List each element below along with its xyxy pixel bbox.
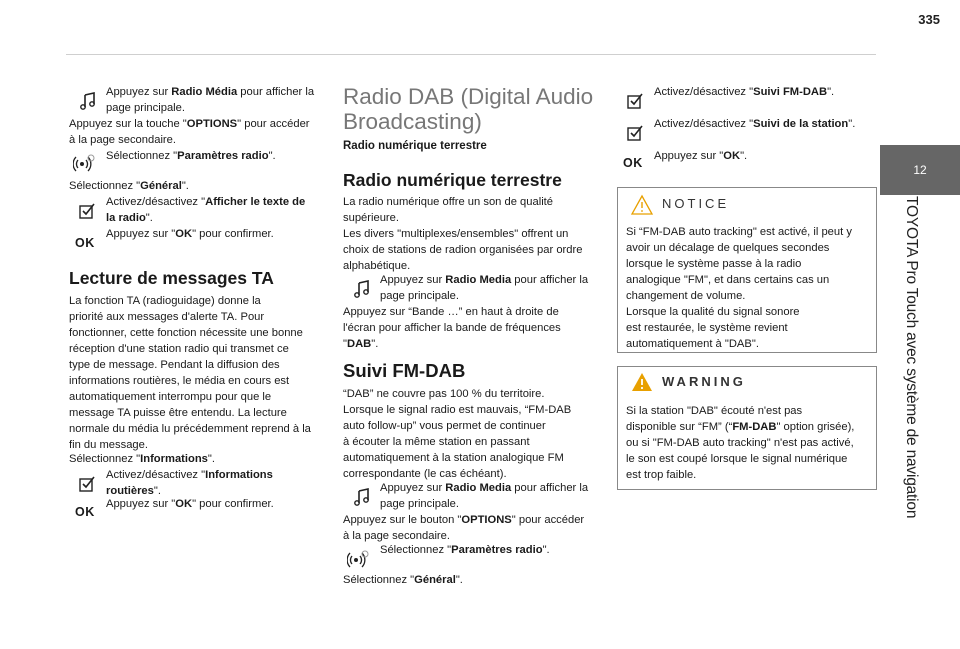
checkbox-icon [77,473,99,495]
page-number: 335 [918,12,940,27]
text-line: Appuyez sur le bouton "OPTIONS" pour accéder [343,514,585,526]
text-line: "DAB". [343,338,379,350]
checkbox-icon [625,90,647,112]
section-heading: Suivi FM-DAB [343,360,466,381]
notice-title: NOTICE [662,196,730,211]
ta-paragraph: La fonction TA (radioguidage) donne la priorité aux messages d'alerte TA. Pour fonctionner, cette fonction nécessite une bonne réception d'une station radio qui transmet ce type de message. Pendant la diffusion des informations routières, le média en cours est automatiquement interrompu pour que le message TA puisse être entendu. La lecture normale du média lu précédemment reprend à la fin du message. [69,295,311,451]
text-line: Appuyez sur "OK". [654,150,748,162]
text-line: Sélectionnez "Général". [343,574,463,586]
text-line: Activez/désactivez "Suivi de la station". [654,118,856,130]
ok-icon: OK [75,505,95,519]
text-line: Appuyez sur Radio Media pour afficher la [380,274,589,286]
rnt-paragraph: La radio numérique offre un son de qualité supérieure. Les divers "multiplexes/ensembles" offrent un choix de stations de radion organisées par ordre alphabétique. [343,196,583,272]
notice-box [617,187,877,353]
notice-triangle-icon [630,194,654,216]
warning-title: WARNING [662,374,746,389]
text-line: routières". [106,485,161,497]
text-line: page principale. [380,290,459,302]
side-title: TOYOTA Pro Touch avec système de navigation [903,196,920,519]
music-note-icon [351,486,373,508]
text-line: Appuyez sur Radio Média pour afficher la [106,86,315,98]
radio-signal-icon [347,548,369,570]
notice-text: Si “FM-DAB auto tracking" est activé, il peut y avoir un décalage de quelques secondes lorsque le système passe à la radio analogique "FM", et dans certains cas un changement de volume. Lorsque la qualité du signal sonore est restaurée, le système revient automatiquement à "DAB". [626,226,852,350]
text-line: page principale. [380,498,459,510]
text-line: page principale. [106,102,185,114]
text-line: l'écran pour afficher la bande de fréquences [343,322,561,334]
warning-box [617,366,877,490]
text-line: Activez/désactivez "Informations [106,469,273,481]
text-line: à la page secondaire. [69,134,176,146]
text-line: Appuyez sur Radio Media pour afficher la [380,482,589,494]
text-line: Appuyez sur "OK" pour confirmer. [106,228,274,240]
ok-icon: OK [623,156,643,170]
subheading: Radio numérique terrestre [343,140,487,152]
section-heading-dab: Radio DAB (Digital Audio Broadcasting) [343,84,594,134]
music-note-icon [351,278,373,300]
text-line: la radio". [106,212,153,224]
checkbox-icon [625,122,647,144]
text-line: à la page secondaire. [343,530,450,542]
section-heading: Radio numérique terrestre [343,170,562,190]
text-line: Sélectionnez "Paramètres radio". [106,150,276,162]
suivi-paragraph: “DAB” ne couvre pas 100 % du territoire. Lorsque le signal radio est mauvais, “FM-DAB auto follow-up” vous permet de continuer à écouter la même station en passant automatiquement à la station analogique FM correspondante (le cas échéant). [343,388,572,480]
text-line: Appuyez sur la touche "OPTIONS" pour accéder [69,118,310,130]
music-note-icon [77,90,99,112]
warning-triangle-icon [630,371,654,393]
text-line: Appuyez sur “Bande …” en haut à droite de [343,306,559,318]
radio-signal-icon [73,152,95,174]
text-line: Activez/désactivez "Afficher le texte de [106,196,306,208]
text-line: Sélectionnez "Informations". [69,453,215,465]
header-rule [66,54,876,55]
text-line: Sélectionnez "Général". [69,180,189,192]
text-line: Activez/désactivez "Suivi FM-DAB". [654,86,835,98]
chapter-tab[interactable]: 12 [880,145,960,195]
checkbox-icon [77,200,99,222]
section-heading: Lecture de messages TA [69,268,274,288]
text-line: Sélectionnez "Paramètres radio". [380,544,550,556]
ok-icon: OK [75,236,95,250]
text-line: Appuyez sur "OK" pour confirmer. [106,498,274,510]
warning-text: Si la station "DAB" écouté n'est pas disponible sur “FM” (“FM-DAB" option grisée), ou si "FM-DAB auto tracking" n'est pas activé, le son est coupé lorsque le signal numérique est trop faible. [626,405,855,481]
